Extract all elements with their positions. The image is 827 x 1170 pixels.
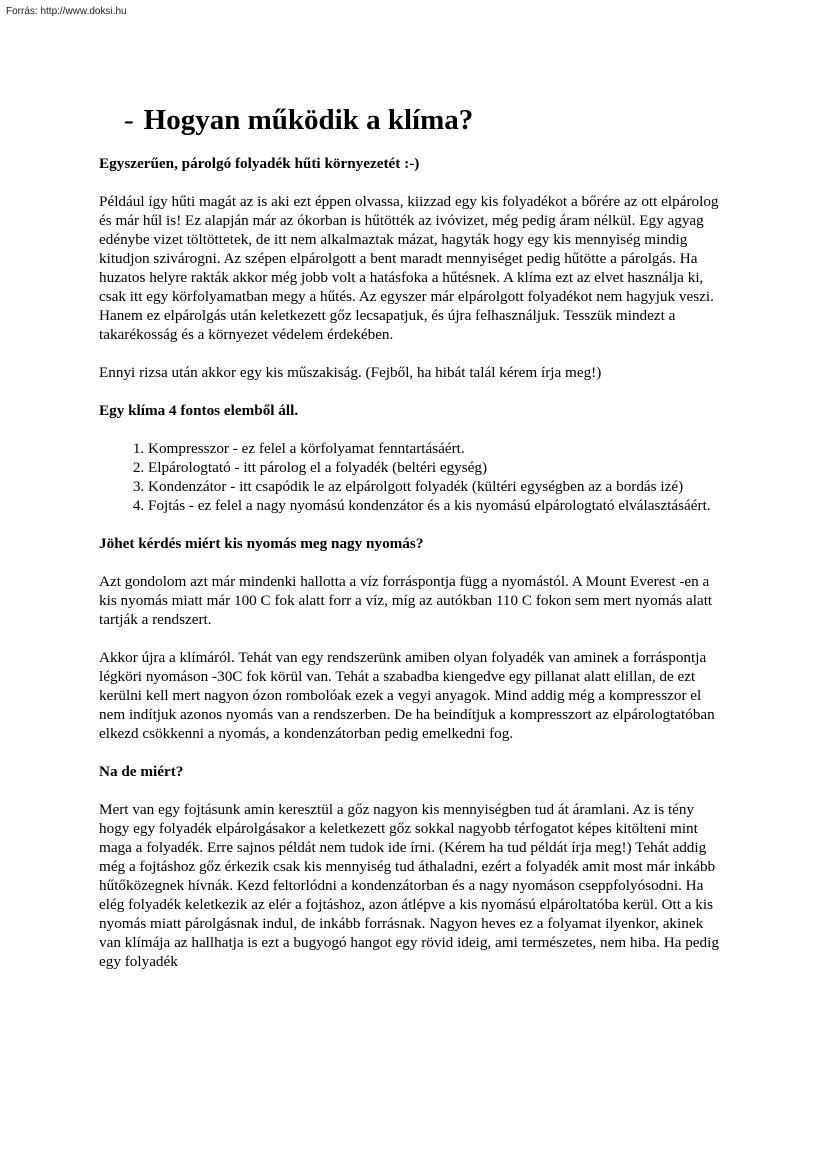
title-dash: - [124, 104, 134, 136]
parts-list [99, 439, 727, 515]
paragraph-intro: Például így hűti magát az is aki ezt éppen olvassa, kiizzad egy kis folyadékot a bőrére az ott elpárolog és már hűl is! Ez alapján már az ókorban is hűtötték az ivóvizet, még pedig áram nélkül. Egy agyag edénybe vizet töltöttetek, de itt nem alkalmaztak mázat, hagyták hogy egy kis mennyiség mindig kitudjon szivárogni. Az szépen elpárolgott a bent maradt mennyiséget pedig hűtötte a párolgás. Ha huzatos helyre rakták akkor még jobb volt a hatásfoka a hűtésnek. A klíma ezt az elvet használja ki, csak itt egy körfolyamatban megy a hűtés. Az egyszer már elpárolgott folyadékot nem hagyjuk veszi. Hanem ez elpárolgás után keletkezett gőz lecsapatjuk, és újra felhasználjuk. Tesszük mindezt a takarékosság és a környezet védelem érdekében. [99, 193, 719, 343]
paragraph-throttle: Mert van egy fojtásunk amin keresztül a gőz nagyon kis mennyiségben tud át áramlani. Az is tény hogy egy folyadék elpárolgásakor a keletkezett gőz sokkal nagyobb térfogatot képes kitölteni mint maga a folyadék. Erre sajnos példát nem tudok ide írni. (Kérem ha tud példát írja meg!) Tehát addig még a fojtáshoz gőz érkezik csak kis mennyiség tud áthaladni, ezért a folyadék amit most már inkább hűtőközegnek hívnák. Kezd feltorlódni a kondenzátorban és a nagy nyomáson cseppfolyósodni. Ha elég folyadék keletkezik az elér a fojtáshoz, azon átlépve a kis nyomású elpároltatóba kerül. Ott a kis nyomás miatt párolgásnak indul, de inkább forrásnak. Nagyon heves ez a folyamat ilyenkor, akinek van klímája az hallhatja is ezt a bugyogó hangot egy rövid ideig, ami természetes, nem hiba. Ha pedig egy folyadék [99, 801, 719, 970]
heading-pressure: Jöhet kérdés miért kis nyomás meg nagy nyomás? [99, 535, 424, 552]
list-item: 2. Elpárologtató - itt párolog el a folyadék (beltéri egység) [148, 458, 727, 477]
page-title [124, 100, 727, 140]
source-label: Forrás: http://www.doksi.hu [6, 6, 127, 17]
subtitle: Egyszerűen, párolgó folyadék hűti környezetét :-) [99, 155, 420, 172]
list-item: 4. Fojtás - ez felel a nagy nyomású kondenzátor és a kis nyomású elpárologtató elválasztásáért. [148, 496, 727, 515]
heading-parts: Egy klíma 4 fontos elemből áll. [99, 402, 299, 419]
document-body [99, 100, 727, 990]
list-item: 1. Kompresszor - ez felel a körfolyamat fenntartásáért. [148, 439, 727, 458]
paragraph-boiling-point: Azt gondolom azt már mindenki hallotta a víz forráspontja függ a nyomástól. A Mount Everest -en a kis nyomás miatt már 100 C fok alatt forr a víz, míg az autókban 110 C fokon sem mert nyomás alatt tartják a rendszert. [99, 573, 713, 628]
title-text: Hogyan működik a klíma? [143, 104, 474, 136]
paragraph-transition: Ennyi rizsa után akkor egy kis műszakiság. (Fejből, ha hibát talál kérem írja meg!) [99, 364, 602, 381]
heading-why: Na de miért? [99, 763, 184, 780]
list-item: 3. Kondenzátor - itt csapódik le az elpárolgott folyadék (kültéri egységben az a bordás izé) [148, 477, 727, 496]
paragraph-system: Akkor újra a klímáról. Tehát van egy rendszerünk amiben olyan folyadék van aminek a forráspontja légköri nyomáson -30C fok körül van. Tehát a szabadba kiengedve egy pillanat alatt elillan, de ezt kerülni kell mert nagyon ózon rombolóak ezek a vegyi anyagok. Mind addig még a kompresszor el nem indítjuk azonos nyomás van a rendszerben. De ha beindítjuk a kompresszort az elpárologtatóban elkezd csökkenni a nyomás, a kondenzátorban pedig emelkedni fog. [99, 649, 715, 742]
